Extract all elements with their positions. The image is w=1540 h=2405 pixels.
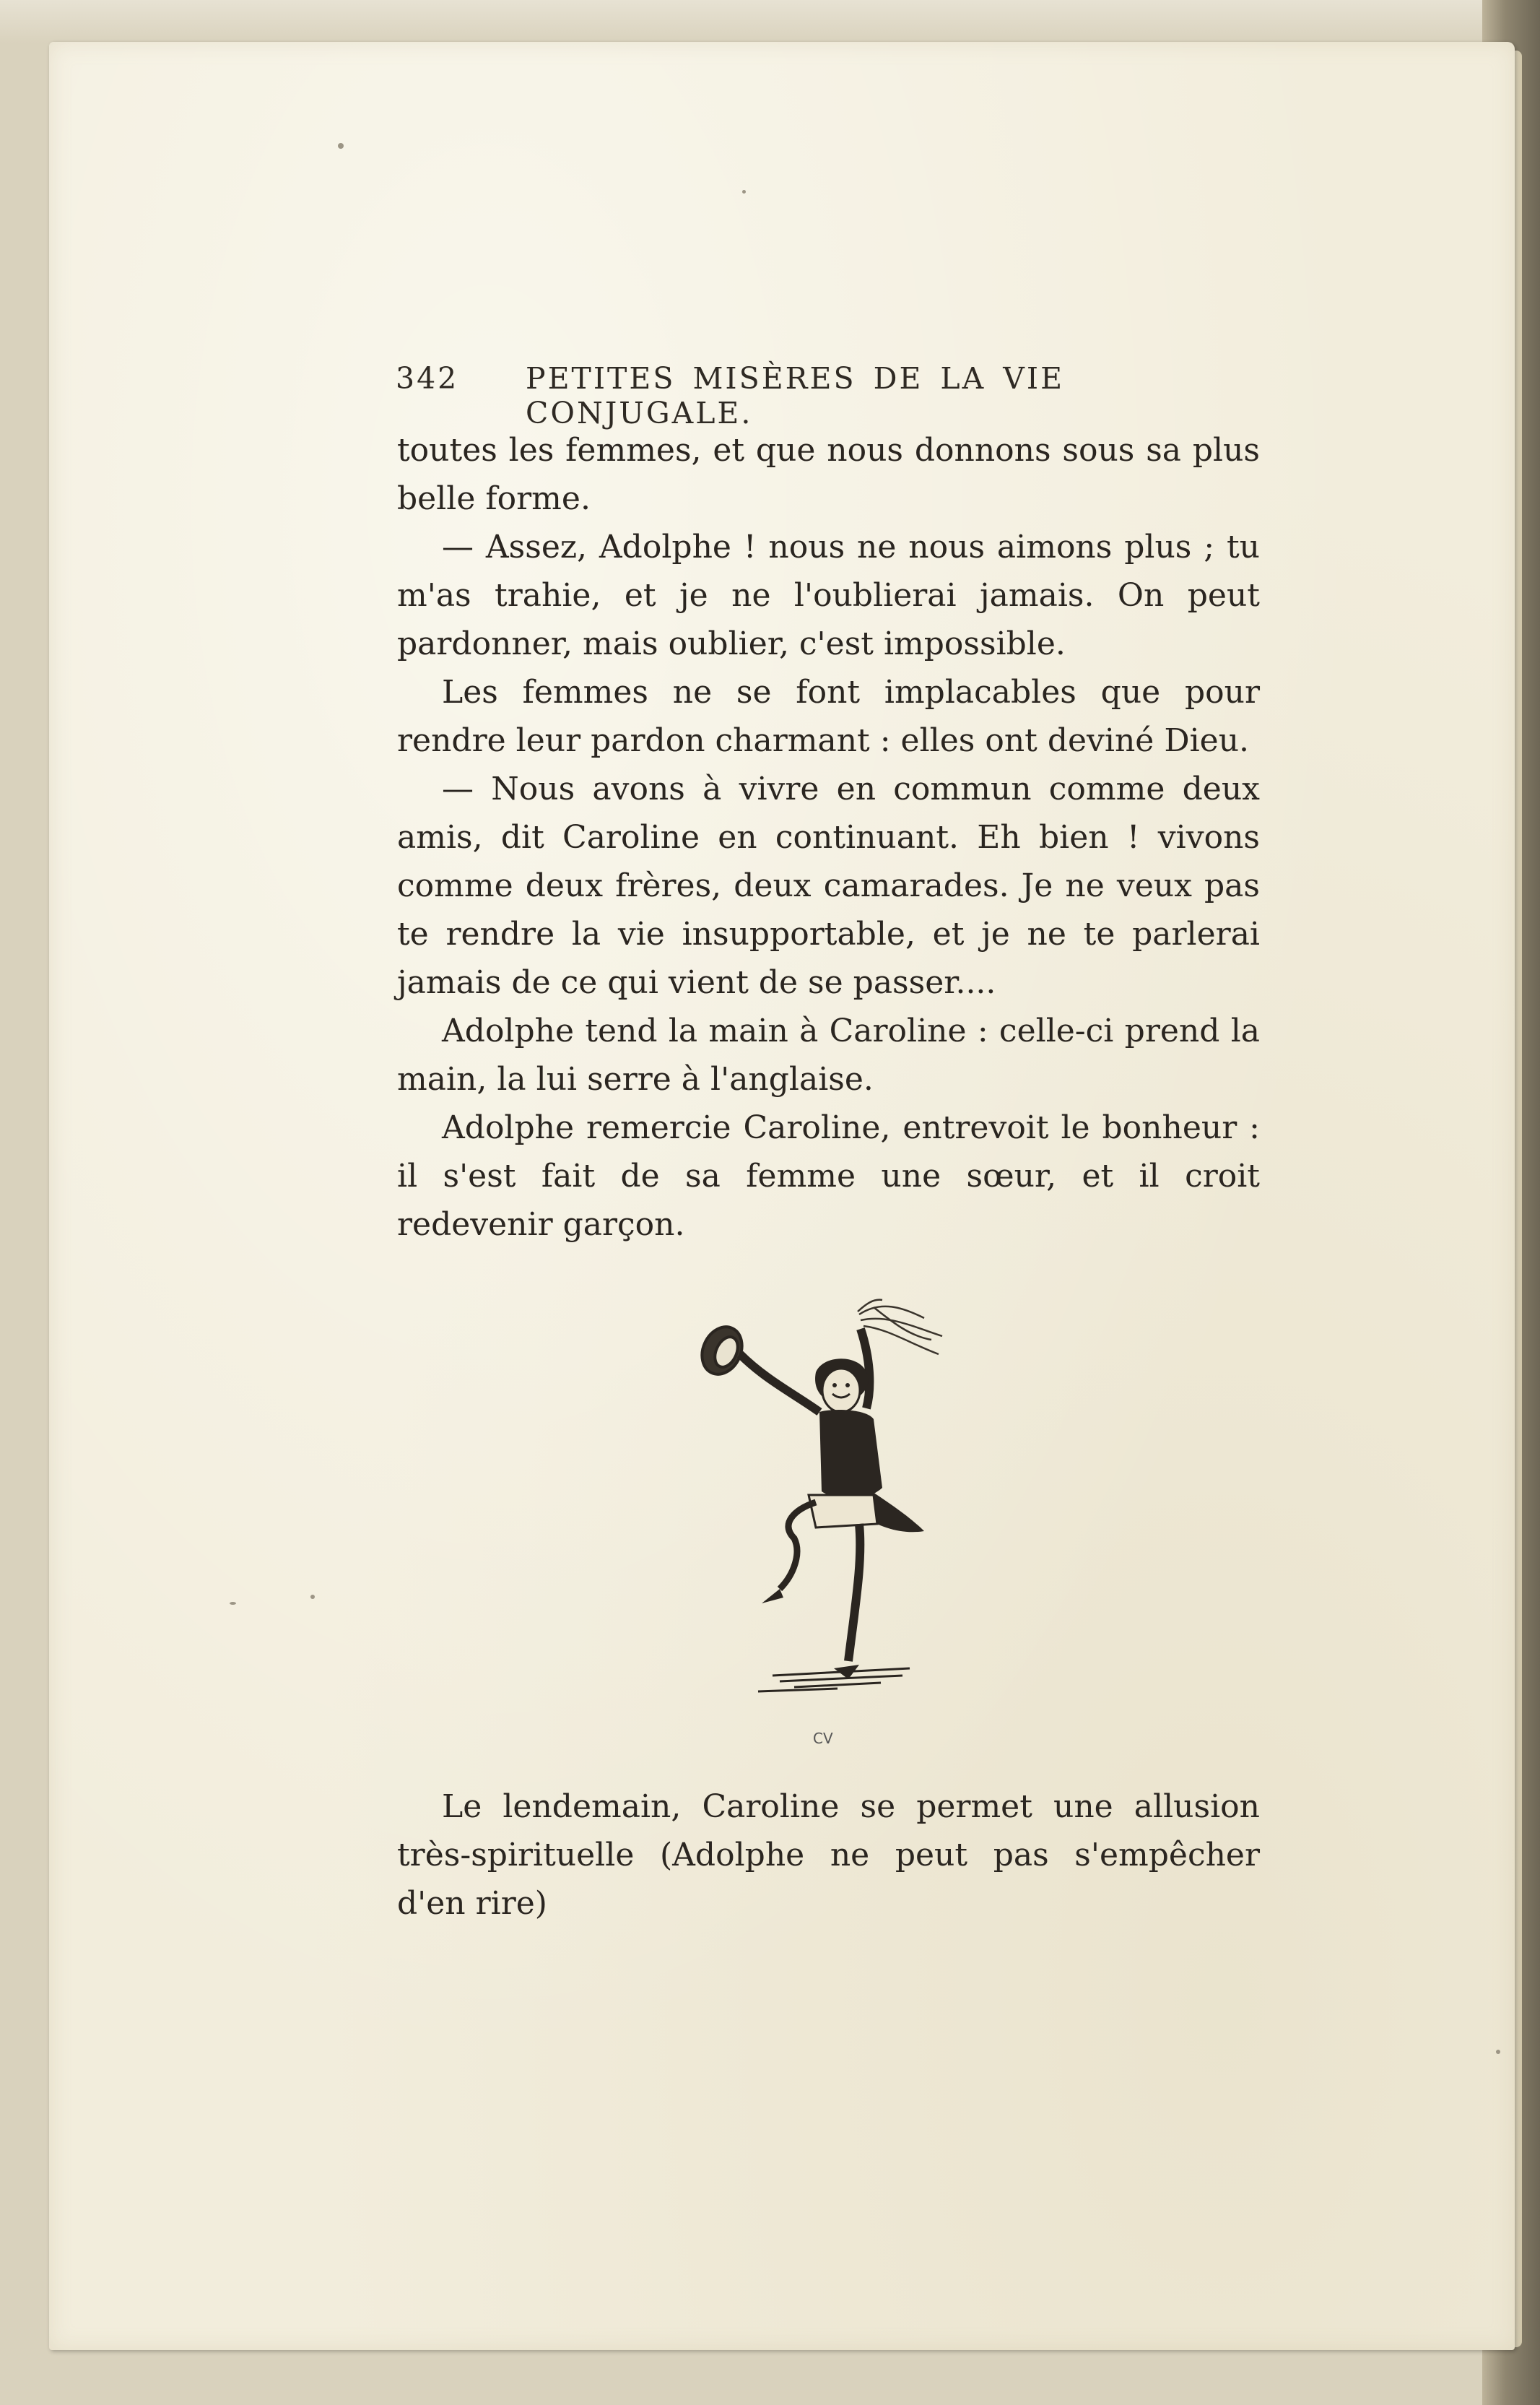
paragraph: Les femmes ne se font implacables que pour rendre leur pardon charmant : elles ont deviné Dieu. bbox=[397, 674, 1260, 759]
paragraph: — Assez, Adolphe ! nous ne nous aimons plus ; tu m'as trahie, et je ne l'oublierai jamais. On peut pardonner, mais oublier, c'est impossible. bbox=[397, 529, 1260, 662]
running-header bbox=[396, 361, 1262, 430]
ground-shadow-icon bbox=[758, 1668, 910, 1691]
body-text bbox=[397, 426, 1260, 1249]
page-number: 342 bbox=[396, 361, 459, 396]
streamers-icon bbox=[858, 1300, 942, 1354]
illustrator-signature: CV bbox=[813, 1730, 833, 1747]
breeches-icon bbox=[809, 1495, 877, 1528]
paper-speck bbox=[1496, 2050, 1500, 2054]
paper-speck bbox=[310, 1595, 315, 1599]
body-text-continued bbox=[397, 1782, 1260, 1928]
running-title: PETITES MISÈRES DE LA VIE CONJUGALE. bbox=[526, 361, 1065, 430]
scan-background-top bbox=[0, 0, 1540, 43]
head-icon bbox=[815, 1358, 869, 1412]
paragraph: Le lendemain, Caroline se permet une allusion très-spirituelle (Adolphe ne peut pas s'empêcher d'en rire) bbox=[397, 1788, 1260, 1922]
paragraph: Adolphe remercie Caroline, entrevoit le bonheur : il s'est fait de sa femme une sœur, et il croit redevenir garçon. bbox=[397, 1109, 1260, 1243]
paper-speck bbox=[742, 190, 746, 194]
paper-speck bbox=[338, 143, 344, 149]
jacket-icon bbox=[819, 1410, 882, 1499]
hat-icon bbox=[695, 1320, 749, 1381]
paragraph: toutes les femmes, et que nous donnons sous sa plus belle forme. bbox=[397, 432, 1260, 517]
paragraph: — Nous avons à vivre en commun comme deux amis, dit Caroline en continuant. Eh bien ! vivons comme deux frères, deux camarades. Je ne veux pas te rendre la vie insupportable, et je ne te parlerai jamais de ce qui vient de se passer.... bbox=[397, 771, 1260, 1001]
standing-leg-icon bbox=[848, 1524, 860, 1661]
paragraph: Adolphe tend la main à Caroline : celle-ci prend la main, la lui serre à l'anglaise. bbox=[397, 1013, 1260, 1098]
raised-leg-icon bbox=[780, 1502, 816, 1589]
paper-speck bbox=[230, 1602, 236, 1605]
left-arm-icon bbox=[740, 1354, 819, 1412]
raised-shoe-icon bbox=[762, 1589, 783, 1603]
dancing-man-illustration bbox=[693, 1286, 982, 1748]
